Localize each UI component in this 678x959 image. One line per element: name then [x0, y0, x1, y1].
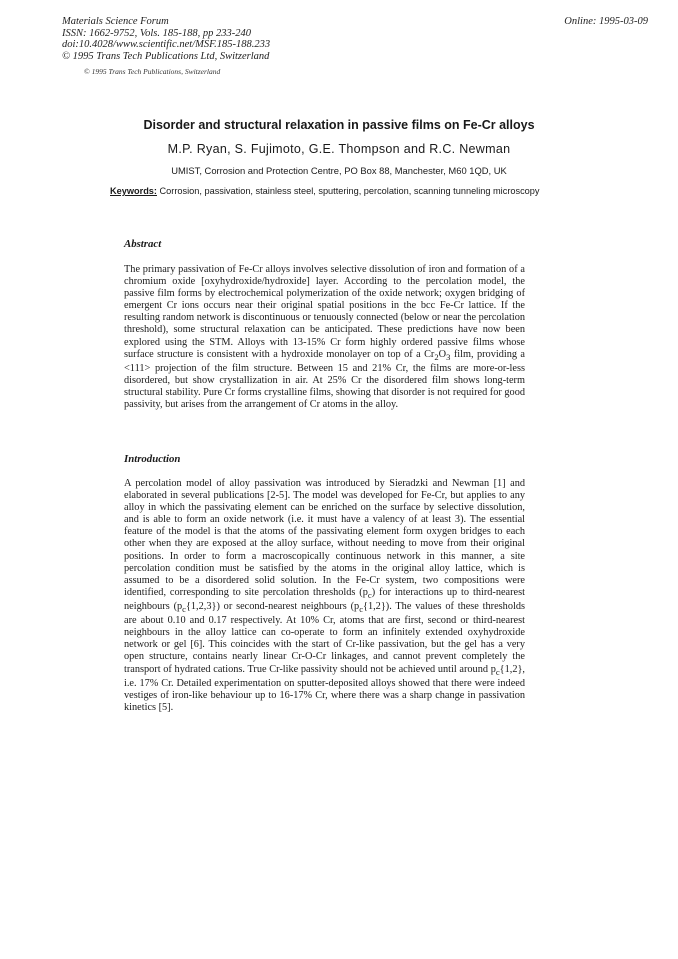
introduction-text: A percolation model of alloy passivation was introduced by Sieradzki and Newman [1] and elaborated in several publications [2-5]. The model was developed for Fe-Cr, but applies to any alloy in which the passivating element can be enriched on the surface by selective dissolution, and is able to form an oxide network (i.e. it must have a valency of at least 3). The essential feature of the model is that the atoms of the passivating element form oxygen bridges to each other when they are exposed at the alloy surface, without needing to move from their original positions. In order to form a macroscopically continuous network in this manner, a site percolation condition must be satisfied by the atoms in the original alloy lattice, which is assumed to be a disordered solid solution. In the Fe-Cr system, two compositions were identified, corresponding to site percolation thresholds $(p_c)$ for interactions up to third-nearest neighbours $(p_c\{1,2,3\})$ or second-nearest neighbours $(p_c\{1,2\})$. The values of these thresholds are about 0.10 and 0.17 respectively. At 10% Cr, atoms that are first, second or third-nearest neighbours in the alloy lattice can co-operate to form an infinitely extended oxyhydroxide network or gel [6]. This coincides with the start of Cr-like passivation, but the gel has a very open structure, contains nearly linear Cr-O-Cr linkages, and cannot prevent completely the transport of hydrated cations. True Cr-like passivity should not be achieved until around $p_c\{1,2\}$, i.e. 17% Cr. Detailed experimentation on sputter-deposited alloys showed that there were indeed vestiges of iron-like behaviour up to 16-17% Cr, where there was a sharp change in passivation kinetics [5].	[124, 478, 526, 713]
keywords	[110, 186, 550, 198]
journal-name: Materials Science Forum	[62, 16, 169, 27]
issn-line: ISSN: 1662-9752, Vols. 185-188, pp 233-240	[62, 27, 251, 39]
authors: M.P. Ryan, S. Fujimoto, G.E. Thompson and R.C. Newman	[167, 142, 511, 156]
abstract-text: The primary passivation of Fe-Cr alloys involves selective dissolution of iron and formation of a chromium oxide [oxyhydroxide/hydroxide] layer. According to the percolation model, the passive film forms by electrochemical polymerization of the oxide network; oxygen bridging of emergent Cr ions occurs near their original spatial positions in the bcc Fe-Cr lattice. If the resulting random network is discontinuous or tenuously connected (below or near the percolation threshold), some structural relaxation can be anticipated. These predictions have now been explored using the STM. Alloys with 13-15% Cr form highly ordered passive films whose surface structure is consistent with a hydroxide monolayer on top of a $Cr_2O_3$ film, providing a <111> projection of the film structure. Between 15 and 21% Cr, the films are more-or-less disordered, but show crystallization in air. At 25% Cr the disordered film shows long-term structural stability. Pure Cr forms crystalline films, showing that disorder is not required for good passivity, but arises from the arrangement of Cr atoms in the alloy.	[124, 264, 526, 411]
online-date: Online: 1995-03-09	[564, 16, 648, 27]
introduction-heading: Introduction	[124, 453, 181, 465]
paper-title: Disorder and structural relaxation in passive films on Fe-Cr alloys	[143, 118, 535, 132]
doi-link[interactable]: doi:10.4028/www.scientific.net/MSF.185-188.233	[62, 39, 271, 50]
copyright-line: © 1995 Trans Tech Publications Ltd, Switzerland	[62, 50, 270, 62]
affiliation: UMIST, Corrosion and Protection Centre, PO Box 88, Manchester, M60 1QD, UK	[171, 165, 507, 176]
publisher-copyright: © 1995 Trans Tech Publications, Switzerland	[84, 67, 221, 76]
journal-info	[62, 16, 270, 62]
keywords-text: Corrosion, passivation, stainless steel, sputtering, percolation, scanning tunneling microscopy	[156, 186, 540, 196]
keywords-label: Keywords:	[110, 186, 157, 196]
abstract-heading: Abstract	[124, 238, 162, 250]
